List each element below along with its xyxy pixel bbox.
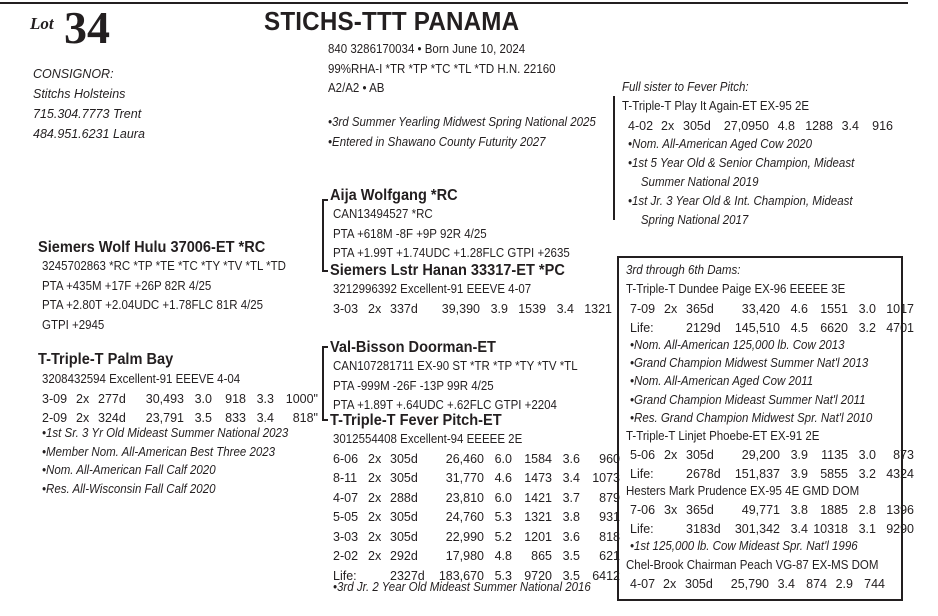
dam-dam-note: •3rd Jr. 2 Year Old Mideast Summer National 2016 (333, 580, 591, 594)
record-cell: 39,390 (441, 301, 480, 316)
dam3-note: •Res. Grand Champion Midwest Spr. Nat'l 2010 (630, 410, 873, 425)
animal-genetics-line: 99%RHA-I *TR *TP *TC *TL *TD H.N. 22160 (328, 61, 556, 76)
record-cell: 24,760 (445, 510, 484, 525)
record-cell: 305d (390, 510, 418, 525)
record-row (333, 469, 620, 489)
record-cell: 2x (664, 447, 678, 462)
record-cell: 2x (664, 301, 678, 316)
dam-notes (42, 424, 288, 498)
record-cell: Life: (333, 568, 357, 583)
record-row (42, 389, 318, 409)
record-cell: 2x (76, 411, 90, 426)
dam5-name: Hesters Mark Prudence EX-95 4E GMD DOM (626, 484, 860, 498)
record-cell: 23,810 (445, 490, 484, 505)
record-cell: 1584 (524, 451, 552, 466)
record-cell: 3.2 (858, 467, 876, 482)
record-cell: 1473 (524, 471, 552, 486)
record-cell: 2129d (686, 321, 721, 336)
dam4-name: T-Triple-T Linjet Phoebe-ET EX-91 2E (626, 429, 820, 443)
record-cell: 305d (683, 118, 711, 133)
record-cell: 33,420 (741, 301, 780, 316)
sister-note: Spring National 2017 (640, 213, 749, 227)
record-cell: 3.9 (790, 447, 808, 462)
record-cell: Life: (630, 321, 654, 336)
record-cell: 2x (368, 451, 382, 466)
record-cell: 9720 (524, 568, 552, 583)
record-cell: 49,771 (741, 502, 780, 517)
sire-details (42, 257, 286, 335)
bracket-dam-bottom (322, 419, 328, 421)
dam-dam-id: 3012554408 Excellent-94 EEEEE 2E (333, 432, 523, 446)
record-cell: 4.8 (494, 549, 512, 564)
bracket-sire-top (322, 199, 328, 201)
record-cell: 3-03 (333, 529, 359, 544)
record-cell: 17,980 (445, 549, 484, 564)
bracket-dam-top (322, 346, 328, 348)
record-cell: 5855 (820, 467, 848, 482)
sire-sire-line: CAN13494527 *RC (333, 207, 433, 221)
sire-sire-name: Aija Wolfgang *RC (330, 187, 458, 204)
record-cell: 3.0 (858, 447, 876, 462)
sire-sire-line: PTA +1.99T +1.74UDC +1.28FLC GTPI +2635 (333, 246, 570, 260)
record-cell: 2.9 (835, 576, 853, 591)
record-cell: 3x (664, 502, 678, 517)
dam-note: •Member Nom. All-American Best Three 2023 (42, 444, 276, 459)
record-row (630, 574, 885, 594)
record-cell: 26,460 (445, 451, 484, 466)
record-cell: 874 (806, 576, 827, 591)
sire-detail-line: PTA +435M +17F +26P 82R 4/25 (42, 278, 212, 293)
record-cell: 5.3 (494, 510, 512, 525)
animal-a2-line: A2/A2 • AB (328, 81, 385, 95)
record-cell: 1321 (584, 301, 612, 316)
record-cell: 2x (368, 510, 382, 525)
record-cell: 10318 (813, 522, 848, 537)
record-row (333, 527, 620, 547)
dam-note: •Nom. All-American Fall Calf 2020 (42, 463, 216, 477)
record-cell: 22,990 (445, 529, 484, 544)
consignor-phone-2: 484.951.6231 Laura (33, 127, 145, 141)
record-cell: 1321 (524, 510, 552, 525)
sire-detail-line: GTPI +2945 (42, 317, 105, 332)
record-cell: Life: (630, 522, 654, 537)
record-cell: 2x (368, 549, 382, 564)
dam4-record-table (630, 445, 914, 484)
record-cell: 301,342 (734, 522, 780, 537)
dam3-note: •Grand Champion Midwest Summer Nat'l 2013 (630, 356, 869, 371)
dam-sire-details (333, 357, 578, 416)
record-cell: 3.0 (194, 391, 212, 406)
record-cell: 744 (864, 576, 885, 591)
record-cell: 3-09 (42, 391, 68, 406)
record-cell: 4.8 (777, 118, 795, 133)
sire-detail-line: 3245702863 *RC *TP *TE *TC *TY *TV *TL *TD (42, 259, 286, 273)
record-cell: 3.4 (841, 118, 859, 133)
record-cell: 27,0950 (723, 118, 769, 133)
record-cell: 1421 (524, 490, 552, 505)
record-cell: 6412 (592, 568, 620, 583)
record-cell: 2x (368, 471, 382, 486)
record-cell: 2-02 (333, 549, 359, 564)
record-cell: 9290 (886, 522, 914, 537)
record-cell: 305d (685, 576, 713, 591)
record-cell: 4-07 (630, 576, 656, 591)
record-cell: 3.9 (490, 301, 508, 316)
record-cell: 3.3 (256, 391, 274, 406)
record-cell: 305d (390, 529, 418, 544)
record-cell: 3-03 (333, 301, 359, 316)
dam6-record-table (630, 574, 885, 594)
record-cell: 6-06 (333, 451, 359, 466)
record-cell: 5.2 (494, 529, 512, 544)
dam-sire-line: PTA +1.89T +.64UDC +.62FLC GTPI +2204 (333, 398, 557, 412)
record-cell: 1396 (886, 502, 914, 517)
record-cell: 6620 (820, 321, 848, 336)
record-cell: 1551 (820, 301, 848, 316)
record-cell: 4.6 (790, 301, 808, 316)
record-cell: 3.2 (858, 321, 876, 336)
sister-notes (628, 135, 854, 230)
dam-id: 3208432594 Excellent-91 EEEVE 4-04 (42, 372, 241, 386)
record-cell: 5.3 (494, 568, 512, 583)
dam3-note: •Nom. All-American Aged Cow 2011 (630, 374, 814, 389)
lot-number: 34 (64, 2, 110, 53)
record-cell: 2-09 (42, 411, 68, 426)
record-row (628, 116, 893, 136)
consignor-name: Stitchs Holsteins (33, 87, 126, 101)
record-cell: 833 (225, 411, 246, 426)
record-cell: 3183d (686, 522, 721, 537)
record-cell: 2x (76, 391, 90, 406)
record-cell: 365d (686, 502, 714, 517)
record-cell: 3.4 (790, 522, 808, 537)
record-cell: 1073 (592, 471, 620, 486)
record-cell: 818" (292, 411, 318, 426)
record-cell: 6.0 (494, 490, 512, 505)
record-cell: 4.6 (494, 471, 512, 486)
record-cell: 3.8 (562, 510, 580, 525)
record-cell: 931 (599, 510, 620, 525)
bracket-sire-bottom (322, 270, 328, 272)
dam-dam-record-table (333, 449, 620, 586)
record-cell: 3.9 (790, 467, 808, 482)
record-cell: 288d (390, 490, 418, 505)
bracket-dam (322, 346, 324, 420)
sire-sire-details (333, 205, 570, 264)
record-cell: 4324 (886, 467, 914, 482)
sire-name: Siemers Wolf Hulu 37006-ET *RC (38, 239, 266, 256)
animal-title: STICHS-TTT PANAMA (264, 6, 520, 36)
record-cell: 1201 (524, 529, 552, 544)
record-row (333, 449, 620, 469)
record-cell: 30,493 (145, 391, 184, 406)
dam-dam-name: T-Triple-T Fever Pitch-ET (330, 412, 502, 429)
record-row (333, 299, 612, 319)
record-cell: 337d (390, 301, 418, 316)
record-cell: 4.5 (790, 321, 808, 336)
record-cell: 145,510 (734, 321, 780, 336)
consignor-block (33, 64, 145, 144)
record-cell: 3.4 (562, 471, 580, 486)
sire-sire-line: PTA +618M -8F +9P 92R 4/25 (333, 226, 487, 241)
record-cell: 3.0 (858, 301, 876, 316)
sister-note: •1st 5 Year Old & Senior Champion, Mideast (628, 156, 855, 170)
record-cell: 3.4 (556, 301, 574, 316)
record-cell: 2x (368, 301, 382, 316)
sire-detail-line: PTA +2.80T +2.04UDC +1.78FLC 81R 4/25 (42, 298, 264, 312)
record-cell: 1288 (805, 118, 833, 133)
record-cell: 365d (686, 301, 714, 316)
record-cell: 7-09 (630, 301, 656, 316)
bracket-sister (613, 96, 615, 220)
animal-notes (328, 113, 596, 152)
animal-info (328, 40, 556, 99)
record-cell: 818 (599, 529, 620, 544)
sister-name: T-Triple-T Play It Again-ET EX-95 2E (622, 99, 810, 113)
record-cell: 3.4 (256, 411, 274, 426)
animal-note: •Entered in Shawano County Futurity 2027 (328, 134, 546, 149)
sister-note: Summer National 2019 (640, 175, 759, 189)
record-row (630, 299, 914, 319)
dam-sire-line: CAN107281711 EX-90 ST *TR *TP *TY *TV *TL (333, 359, 578, 373)
dams-box-heading: 3rd through 6th Dams: (626, 263, 741, 277)
record-cell: 5-06 (630, 447, 656, 462)
record-cell: 305d (390, 451, 418, 466)
consignor-phone-1: 715.304.7773 Trent (33, 107, 142, 121)
sire-dam-record-table (333, 299, 612, 319)
record-cell: 25,790 (730, 576, 769, 591)
animal-note: •3rd Summer Yearling Midwest Spring National 2025 (328, 115, 596, 129)
dam-record-table (42, 389, 318, 428)
record-cell: 865 (531, 549, 552, 564)
record-cell: 3.7 (562, 490, 580, 505)
dam5-record-table (630, 500, 914, 539)
record-cell: 4701 (886, 321, 914, 336)
bracket-sire (322, 199, 324, 271)
record-cell: 3.5 (562, 568, 580, 583)
record-cell: 23,791 (145, 411, 184, 426)
record-row (333, 488, 620, 508)
top-rule (0, 2, 908, 4)
dam3-note: •Nom. All-American 125,000 lb. Cow 2013 (630, 338, 845, 352)
record-cell: 1017 (886, 301, 914, 316)
record-cell: 4-02 (628, 118, 654, 133)
animal-id-line: 840 3286170034 • Born June 10, 2024 (328, 42, 526, 56)
record-cell: Life: (630, 467, 654, 482)
record-cell: 2x (368, 490, 382, 505)
dam-sire-line: PTA -999M -26F -13P 99R 4/25 (333, 378, 494, 393)
record-cell: 621 (599, 549, 620, 564)
record-cell: 879 (599, 490, 620, 505)
sister-heading: Full sister to Fever Pitch: (622, 80, 749, 94)
dam3-record-table (630, 299, 914, 338)
record-cell: 4-07 (333, 490, 359, 505)
dam6-name: Chel-Brook Chairman Peach VG-87 EX-MS DOM (626, 558, 879, 572)
record-cell: 3.6 (562, 529, 580, 544)
record-cell: 2.8 (858, 502, 876, 517)
record-cell: 916 (872, 118, 893, 133)
record-cell: 918 (225, 391, 246, 406)
consignor-label: CONSIGNOR: (33, 67, 114, 81)
record-cell: 151,837 (734, 467, 780, 482)
record-cell: 3.5 (194, 411, 212, 426)
record-cell: 277d (98, 391, 126, 406)
record-cell: 292d (390, 549, 418, 564)
record-cell: 324d (98, 411, 126, 426)
dam3-notes (630, 336, 872, 427)
record-cell: 1000" (285, 391, 318, 406)
record-cell: 29,200 (741, 447, 780, 462)
record-cell: 8-11 (333, 471, 358, 486)
record-cell: 3.5 (562, 549, 580, 564)
record-cell: 2x (368, 529, 382, 544)
sire-dam-id: 3212996392 Excellent-91 EEEVE 4-07 (333, 282, 532, 296)
record-cell: 5-05 (333, 510, 359, 525)
dam3-note: •Grand Champion Mideast Summer Nat'l 2011 (630, 392, 866, 407)
record-cell: 873 (893, 447, 914, 462)
record-cell: 305d (686, 447, 714, 462)
record-cell: 7-06 (630, 502, 656, 517)
dam-note: •1st Sr. 3 Yr Old Mideast Summer National 2023 (42, 426, 289, 440)
record-cell: 3.1 (858, 522, 876, 537)
record-cell: 3.4 (777, 576, 795, 591)
record-cell: 2678d (686, 467, 721, 482)
sire-dam-name: Siemers Lstr Hanan 33317-ET *PC (330, 262, 565, 279)
record-cell: 6.0 (494, 451, 512, 466)
dam5-note: •1st 125,000 lb. Cow Mideast Spr. Nat'l 1996 (630, 539, 858, 553)
dam-name: T-Triple-T Palm Bay (38, 351, 174, 368)
sister-note: •1st Jr. 3 Year Old & Int. Champion, Mideast (628, 194, 853, 208)
sister-record-table (628, 116, 893, 136)
record-cell: 3.8 (790, 502, 808, 517)
record-cell: 2x (661, 118, 675, 133)
record-cell: 1885 (820, 502, 848, 517)
record-row (630, 500, 914, 520)
record-cell: 183,670 (438, 568, 484, 583)
dam3-name: T-Triple-T Dundee Paige EX-96 EEEEE 3E (626, 282, 846, 296)
record-cell: 1539 (518, 301, 546, 316)
record-cell: 2x (663, 576, 677, 591)
record-cell: 960 (599, 451, 620, 466)
dam-sire-name: Val-Bisson Doorman-ET (330, 339, 496, 356)
lot-label: Lot (30, 14, 54, 33)
dam-note: •Res. All-Wisconsin Fall Calf 2020 (42, 481, 216, 496)
record-cell: 3.6 (562, 451, 580, 466)
record-row (333, 547, 620, 567)
record-row (630, 445, 914, 465)
record-cell: 2327d (390, 568, 425, 583)
record-cell: 1135 (821, 447, 848, 462)
record-cell: 305d (390, 471, 418, 486)
sister-note: •Nom. All-American Aged Cow 2020 (628, 137, 813, 151)
record-cell: 31,770 (445, 471, 484, 486)
record-row (333, 508, 620, 528)
